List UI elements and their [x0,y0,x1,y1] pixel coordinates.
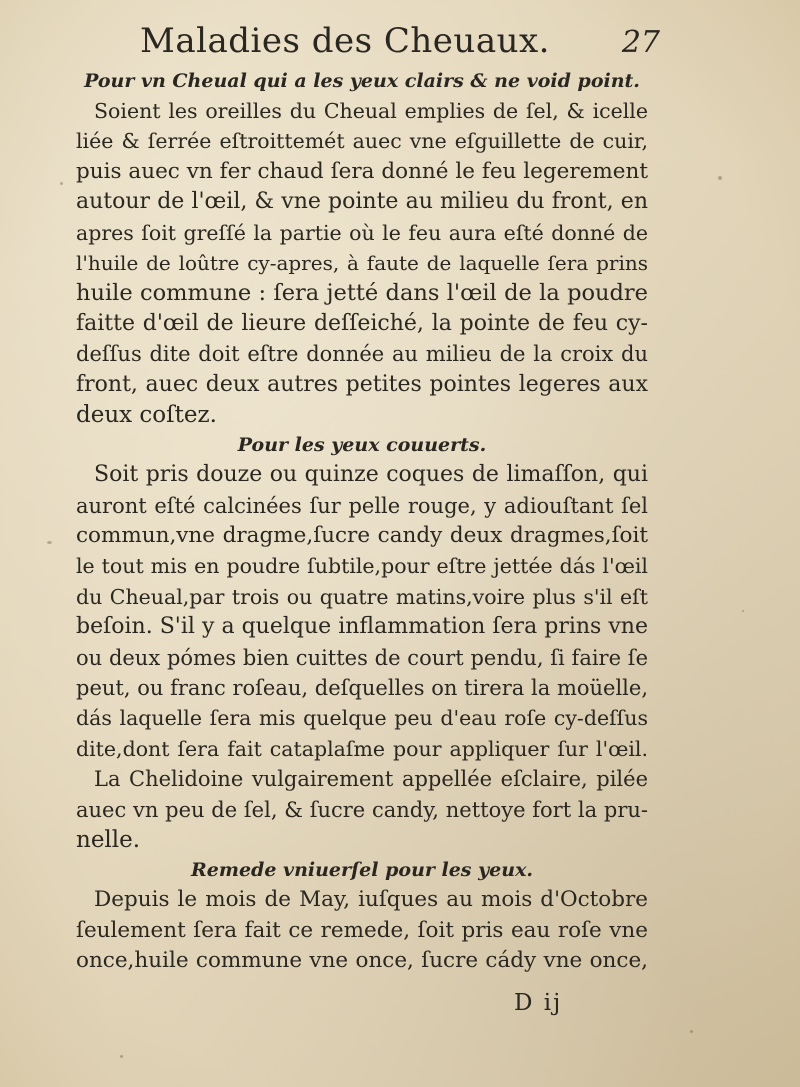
text-line: dás laquelle ſera mis quelque peu d'eau roſe cy-deſſus [76,706,648,731]
text-line: Soit pris douze ou quinze coques de limaſſon, qui [94,462,648,488]
paper-speck [120,1055,123,1058]
text-line: ſeulement ſera fait ce remede, ſoit pris eau roſe vne [76,917,648,943]
text-line: deux coſtez. [76,401,217,428]
paper-speck [742,610,744,612]
text-line: auec vn peu de ſel, & ſucre candy, nettoye fort la pru- [76,797,648,822]
text-line: La Chelidoine vulgairement appellée eſclaire, pilée [94,767,648,792]
text-line: once,huile commune vne once, ſucre cády vne once, [76,948,648,974]
text-line: auront eſté calcinées ſur pelle rouge, y adiouſtant ſel [76,493,648,518]
text-line: faitte d'œil de lieure deſſeiché, la pointe de feu cy- [76,310,648,336]
text-line: huile commune : ſera jetté dans l'œil de la poudre [76,280,648,307]
text-line: beſoin. S'il y a quelque inflammation ſera prins vne [76,614,648,640]
text-line: liée & ſerrée eſtroittemét auec vne eſguillette de cuir, [76,129,648,154]
section-title: Pour vn Cheual qui a les yeux clairs & ne void point. [84,70,640,92]
paper-speck [690,1030,693,1033]
text-line: deſſus dite doit eſtre donnée au milieu de la croix du [76,342,648,367]
text-line: commun,vne dragme,ſucre candy deux dragmes,ſoit [76,523,648,549]
signature-mark: D ij [514,990,563,1016]
text-line: peut, ou franc roſeau, deſquelles on tirera la moüelle, [76,676,648,701]
text-line: ou deux pómes bien cuittes de court pendu, ſi faire ſe [76,645,648,670]
page-header [140,18,660,64]
text-line: dite,dont ſera fait cataplaſme pour appliquer ſur l'œil. [76,736,648,761]
text-line: l'huile de loûtre cy-apres, à faute de laquelle ſera prins [76,250,648,275]
page-number: 27 [621,25,660,60]
text-line: front, auec deux autres petites pointes legeres aux [76,371,648,397]
text-line: apres ſoit greſſé la partie où le feu aura eſté donné de [76,220,648,245]
paper-speck [47,541,52,544]
text-line: du Cheual,par trois ou quatre matins,voire plus s'il eſt [76,584,648,609]
text-line: le tout mis en poudre ſubtile,pour eſtre jettée dás l'œil [76,554,648,579]
section-title: Pour les yeux couuerts. [237,434,487,457]
page-body [76,66,648,977]
text-line: Soient les oreilles du Cheual emplies de ſel, & icelle [94,99,648,123]
text-line: nelle. [76,826,141,853]
text-line: puis auec vn fer chaud ſera donné le feu legerement [76,158,648,184]
section-title: Remede vniuerſel pour les yeux. [190,859,534,882]
text-line: autour de l'œil, & vne pointe au milieu du front, en [76,189,648,215]
running-title: Maladies des Cheuaux. [140,21,550,61]
paper-speck [718,176,722,180]
paper-speck [60,182,63,185]
text-line: Depuis le mois de May, iuſques au mois d'Octobre [94,887,648,913]
